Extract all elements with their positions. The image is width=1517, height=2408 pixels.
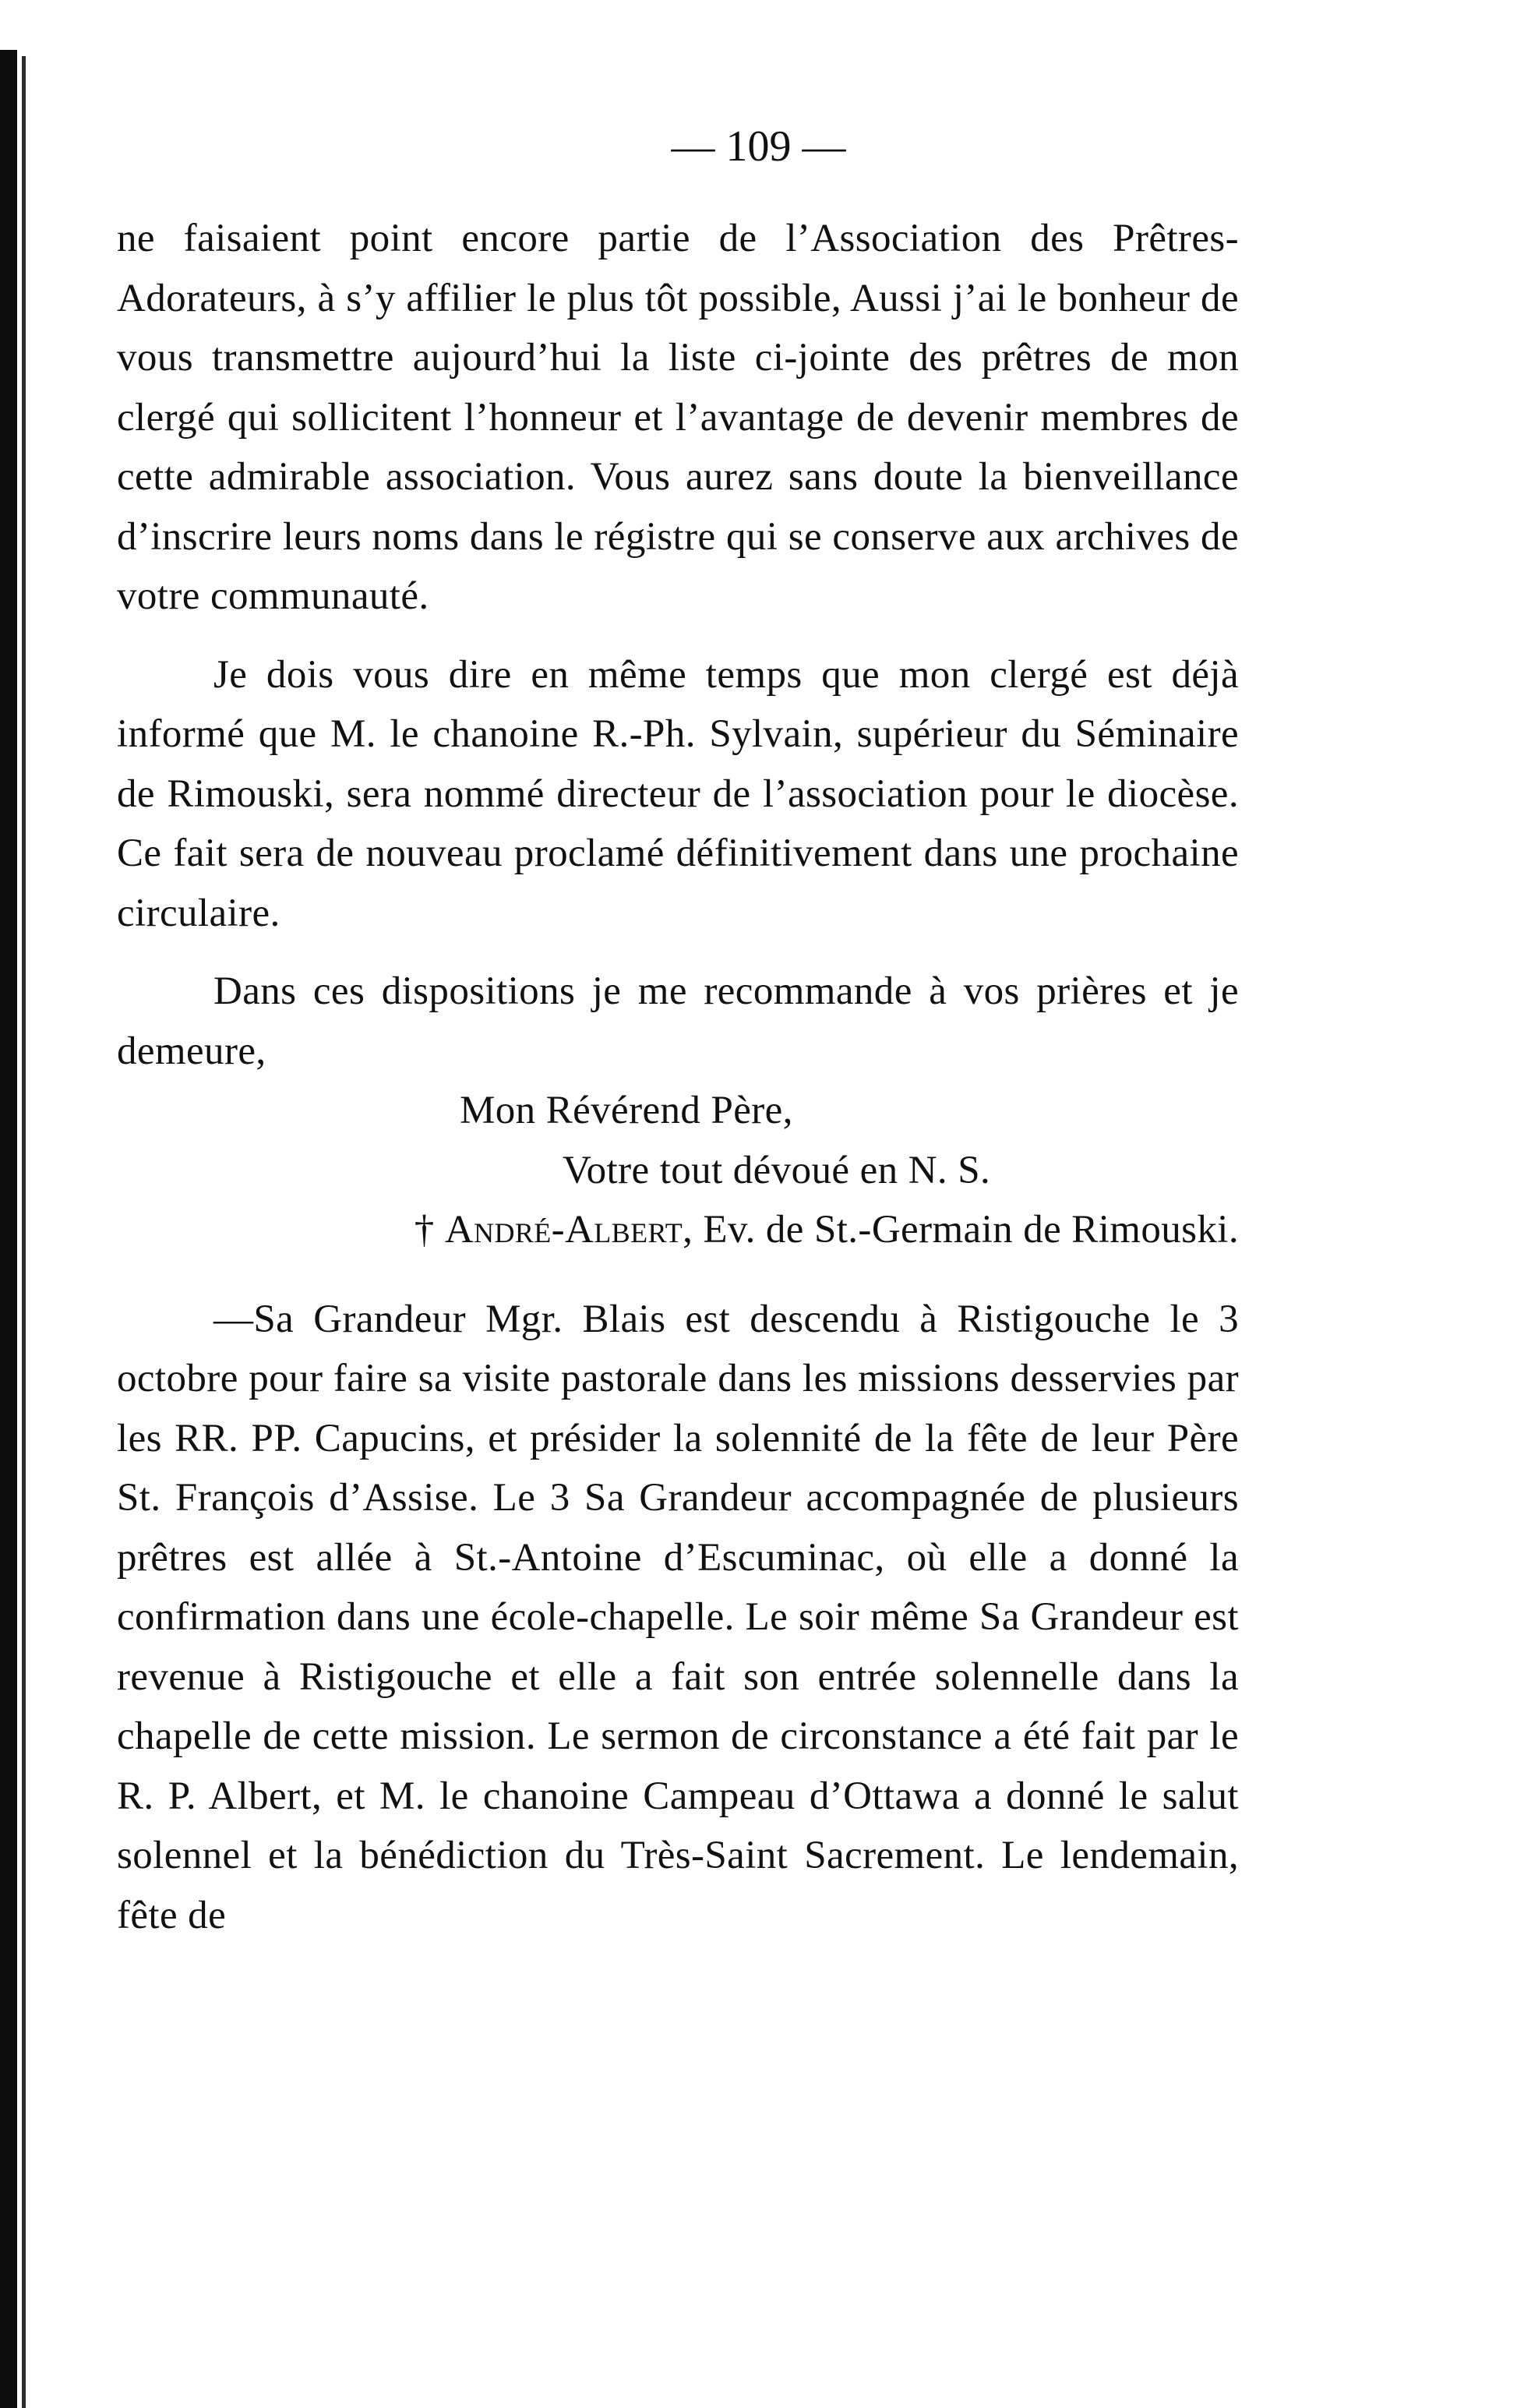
letter-salutation: Mon Révérend Père, [460, 1089, 793, 1132]
signature-title: Ev. de St.-Germain de Rimouski. [703, 1208, 1239, 1252]
scan-border [0, 50, 17, 2408]
scan-border-line [22, 56, 26, 2408]
cross-symbol: † [414, 1208, 435, 1252]
letter-closing: Votre tout dévoué en N. S. [563, 1148, 991, 1192]
letter-signature [117, 1200, 1239, 1260]
paragraph-2: Je dois vous dire en même temps que mon clergé est déjà informé que M. le chanoine R.-Ph. Sylvain, supérieur du Séminaire de Rimouski, sera nommé directeur de l’association pour le diocèse. Ce fait sera de nouveau proclamé définitivement dans une prochaine circulaire. [117, 652, 1239, 935]
paragraph-4: —Sa Grandeur Mgr. Blais est descendu à Ristigouche le 3 octobre pour faire sa visite pastorale dans les missions desservies par les RR. PP. Capucins, et présider la solennité de la fête de leur Père St. François d’Assise. Le 3 Sa Grandeur accompagnée de plusieurs prêtres est allée à St.-Antoine d’Escuminac, où elle a donné la confirmation dans une école-chapelle. Le soir même Sa Grandeur est revenue à Ristigouche et elle a fait son entrée solennelle dans la chapelle de cette mission. Le sermon de circonstance a été fait par le R. P. Albert, et M. le chanoine Campeau d’Ottawa a donné le salut solennel et la bénédiction du Très-Saint Sacrement. Le lendemain, fête de [117, 1297, 1239, 1937]
page-number: — 109 — [671, 122, 846, 171]
document-body [117, 209, 1239, 1945]
paragraph-3: Dans ces dispositions je me recommande à vos prières et je demeure, [117, 969, 1239, 1073]
paragraph-1: ne faisaient point encore partie de l’Association des Prêtres-Adorateurs, à s’y affilier le plus tôt possible, Aussi j’ai le bonheur de vous transmettre aujourd’hui la liste ci-jointe des prêtres de mon clergé qui sollicitent l’honneur et l’avantage de devenir membres de cette admirable association. Vous aurez sans doute la bienveillance d’inscrire leurs noms dans le régistre qui se conserve aux archives de votre communauté. [117, 217, 1239, 618]
signature-name: André-Albert, [444, 1208, 693, 1252]
